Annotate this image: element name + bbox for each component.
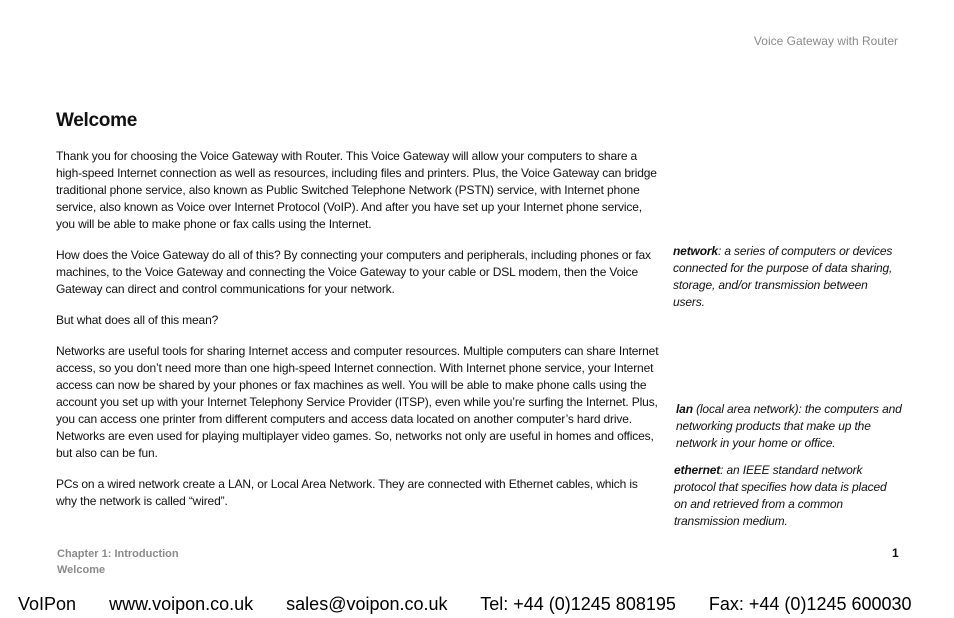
- glossary-ethernet: [674, 462, 902, 530]
- page-title: Welcome: [56, 110, 137, 131]
- website-link[interactable]: www.voipon.co.uk: [109, 594, 254, 614]
- footer-breadcrumb: [57, 546, 179, 578]
- paragraph: How does the Voice Gateway do all of this? By connecting your computers and peripherals, including phones or fax machines, to the Voice Gateway and connecting the Voice Gateway to your cable or DSL modem, then the Voice Gateway can direct and control communications for your network.: [56, 248, 651, 296]
- body-text: [56, 148, 660, 524]
- glossary-term: network: [673, 244, 718, 258]
- glossary-definition: : a series of computers or devices connected for the purpose of data sharing, storage, and/or transmission between users.: [673, 244, 893, 309]
- footer-chapter: Chapter 1: Introduction: [57, 548, 179, 560]
- contact-bar: [18, 594, 912, 615]
- page-number: 1: [892, 546, 899, 560]
- glossary-term: ethernet: [674, 463, 721, 477]
- glossary-network: [673, 243, 901, 311]
- email-link[interactable]: sales@voipon.co.uk: [286, 594, 448, 614]
- glossary-term: lan: [676, 402, 693, 416]
- paragraph: Thank you for choosing the Voice Gateway with Router. This Voice Gateway will allow your computers to share a high-speed Internet connection as well as resources, including files and printers. Plus, the Voice Gateway can bridge traditional phone service, also known as Public Switched Telephone Network (PSTN) service, with Internet phone service, also known as Voice over Internet Protocol (VoIP). And after you have set up your Internet phone service, you will be able to make phone or fax calls using the Internet.: [56, 149, 657, 231]
- glossary-definition: : an IEEE standard network protocol that specifies how data is placed on and retrieved from a common transmission medium.: [674, 463, 887, 528]
- paragraph: But what does all of this mean?: [56, 313, 219, 327]
- running-header: Voice Gateway with Router: [753, 34, 898, 48]
- footer-section: Welcome: [57, 564, 106, 576]
- glossary-definition: (local area network): the computers and networking products that make up the network in your home or office.: [676, 402, 902, 450]
- paragraph: PCs on a wired network create a LAN, or Local Area Network. They are connected with Ethernet cables, which is why the network is called “wired”.: [56, 477, 638, 508]
- company-name: VoIPon: [18, 594, 77, 614]
- glossary-lan: [676, 401, 904, 452]
- fax: Fax: +44 (0)1245 600030: [708, 594, 912, 614]
- paragraph: Networks are useful tools for sharing Internet access and computer resources. Multiple computers can share Internet access, so you don’t need more than one high-speed Internet connection. With Internet phone service, your Internet access can now be shared by your phones or fax machines as well. You will be able to make phone calls using the account you set up with your Internet Telephony Service Provider (ITSP), even while you’re surfing the Internet. Plus, you can access one printer from different computers and access data located on another computer’s hard drive. Networks are even used for playing multiplayer video games. So, networks not only are useful in homes and offices, but also can be fun.: [56, 344, 659, 460]
- telephone: Tel: +44 (0)1245 808195: [480, 594, 676, 614]
